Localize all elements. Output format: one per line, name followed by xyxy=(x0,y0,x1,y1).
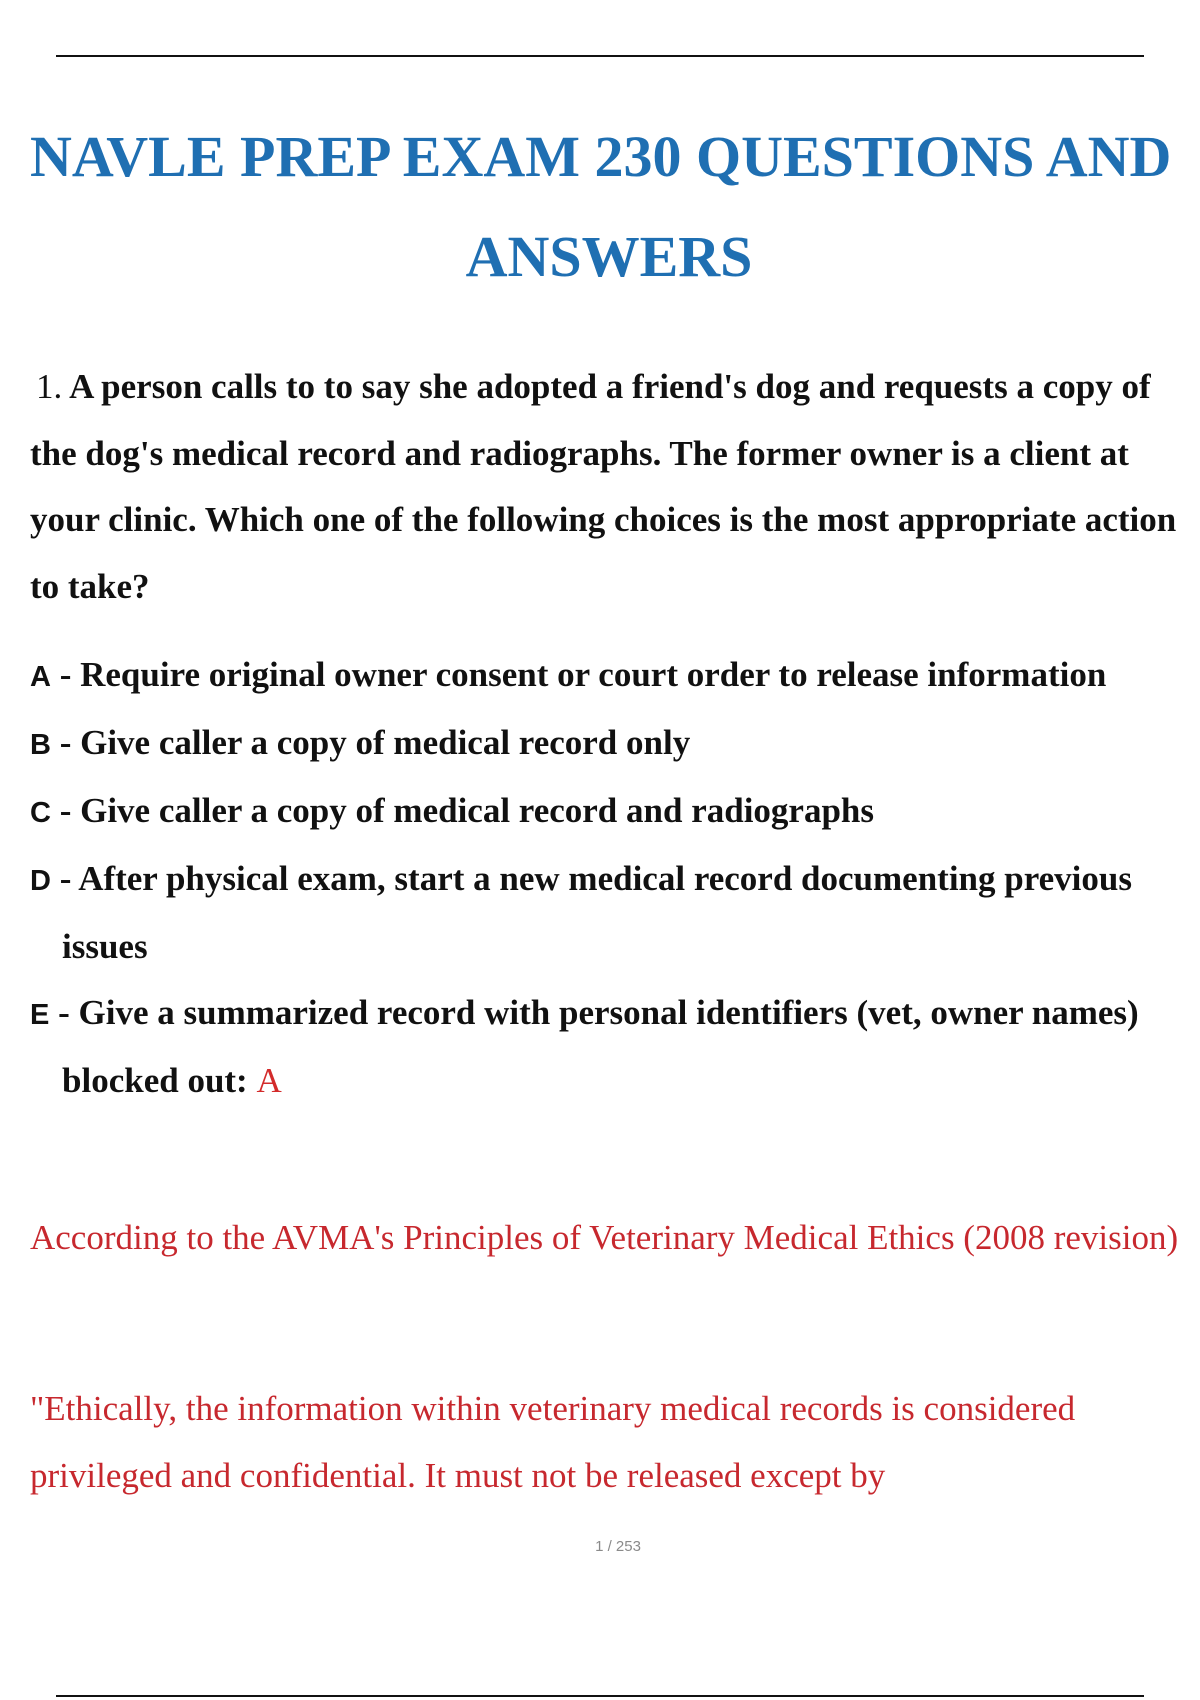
question-text: A person calls to to say she adopted a friend's dog and requests a copy of the dog's medical record and radiographs. The former owner is a client at your clinic. Which one of the following choices is the most appropriate action to take? xyxy=(30,367,1177,606)
choice-separator: - xyxy=(50,723,81,762)
choice-letter: E xyxy=(30,999,50,1031)
page-indicator: 1 / 253 xyxy=(595,1538,641,1555)
bottom-divider xyxy=(56,1695,1144,1697)
choice-text: Give caller a copy of medical record only xyxy=(80,723,691,762)
choice-separator: - xyxy=(50,791,81,830)
choice-b xyxy=(30,710,1190,778)
document-title-line-1: NAVLE PREP EXAM 230 QUESTIONS AND xyxy=(30,124,1172,189)
choice-letter: C xyxy=(30,797,51,829)
choice-d xyxy=(30,846,1190,980)
top-divider xyxy=(56,55,1144,57)
answer-choices xyxy=(30,642,1190,1114)
choice-text: Give a summarized record with personal identifiers (vet, owner names) blocked out: xyxy=(62,993,1139,1100)
correct-answer: A xyxy=(256,1061,282,1100)
choice-text: Give caller a copy of medical record and radiographs xyxy=(80,791,875,830)
choice-c xyxy=(30,778,1190,846)
choice-letter: A xyxy=(30,661,51,693)
choice-letter: D xyxy=(30,865,51,897)
choice-letter: B xyxy=(30,729,51,761)
question-number: 1. xyxy=(36,367,63,406)
explanation-source: According to the AVMA's Principles of Veterinary Medical Ethics (2008 revision) xyxy=(30,1218,1179,1257)
choice-separator: - xyxy=(50,859,79,898)
choice-e xyxy=(30,980,1190,1114)
choice-separator: - xyxy=(50,655,81,694)
document-title-line-2: ANSWERS xyxy=(465,224,753,289)
choice-text: After physical exam, start a new medical record documenting previous issues xyxy=(62,859,1132,966)
explanation-quote: "Ethically, the information within veterinary medical records is considered privileged and confidential. It must not be released except by xyxy=(30,1389,1076,1495)
choice-a xyxy=(30,642,1190,710)
choice-text: Require original owner consent or court order to release information xyxy=(80,655,1107,694)
choice-separator: - xyxy=(49,993,79,1032)
question-1 xyxy=(30,354,1195,620)
